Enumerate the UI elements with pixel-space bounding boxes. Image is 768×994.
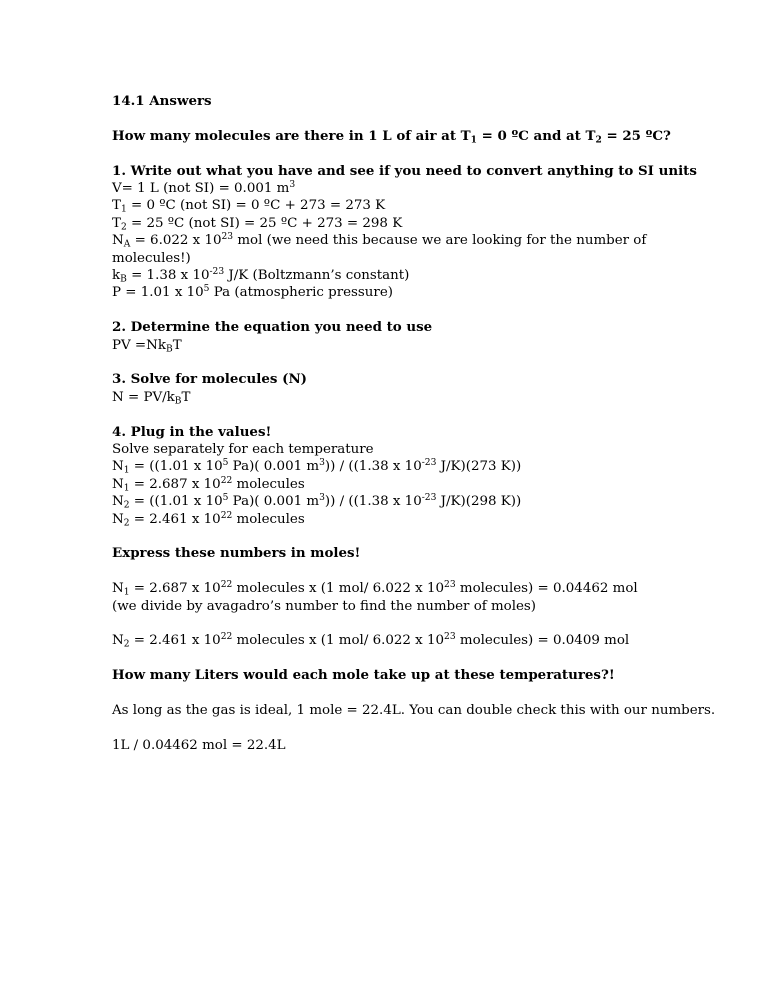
step3-heading: 3. Solve for molecules (N)	[112, 371, 308, 388]
n2-result: $N_2 = 2.461$ x $10^{22}$ molecules	[112, 510, 305, 528]
spacer	[112, 406, 728, 423]
liters-calculation: 1L / 0.04462 mol = 22.4L	[112, 737, 286, 753]
liters-heading: How many Liters would each mole take up at these temperatures?!	[112, 667, 615, 684]
solve-n-equation: $N = PV/k_BT$	[112, 389, 191, 407]
step1-heading: 1. Write out what you have and see if you need to convert anything to SI units	[112, 162, 697, 179]
n2-moles-line: $N_2 = 2.461$ x $10^{22}$ molecules x (1 mol/ 6.022 x $10^{23}$ molecules) = 0.0409 mol	[112, 632, 630, 650]
spacer	[112, 685, 728, 702]
n1-moles-line: $N_1 = 2.687$ x $10^{22}$ molecules x (1 mol/ 6.022 x $10^{23}$ molecules) = 0.04462 mol	[112, 580, 638, 598]
avogadro-line: $N_A = 6.022$ x $10^{23}$ mol (we need this because we are looking for the number of molecules!)	[112, 232, 647, 266]
ideal-gas-equation: PV $=Nk_BT$	[112, 337, 182, 354]
moles-heading: Express these numbers in moles!	[112, 545, 361, 562]
pressure-line: P = 1.01 x $10^5$ Pa (atmospheric pressure)	[112, 284, 393, 301]
ideal-gas-paragraph: As long as the gas is ideal, 1 mole = 22.4L. You can double check this with our numbers.	[112, 703, 716, 719]
spacer	[112, 563, 728, 580]
spacer	[112, 719, 728, 736]
boltzmann-line: $k_B = 1.38$ x $10^{-23}$ J/K (Boltzmann’s constant)	[112, 267, 410, 285]
t2-line: $T_2 = 25$ ºC (not SI) = 25 ºC + 273 = 298 K	[112, 215, 403, 233]
n1-calculation: $N_1 = ((1.01$ x $10^5$ Pa)( 0.001 $m^3)) / ((1.38$ x $10^{-23}$ J/K)(273 K))	[112, 458, 522, 476]
doc-title: 14.1 Answers	[112, 93, 212, 109]
spacer	[112, 615, 728, 632]
main-question: How many molecules are there in 1 L of air at $T_1 = 0$ ºC and at $T_2 = 25$ ºC?	[112, 127, 671, 146]
spacer	[112, 145, 728, 162]
spacer	[112, 528, 728, 545]
spacer	[112, 650, 728, 667]
volume-line: V= 1 L (not SI) = 0.001 $m^3$	[112, 180, 296, 196]
n1-result: $N_1 = 2.687$ x $10^{22}$ molecules	[112, 475, 305, 494]
step4-heading: 4. Plug in the values!	[112, 423, 272, 440]
step2-heading: 2. Determine the equation you need to use	[112, 319, 433, 336]
spacer	[112, 110, 728, 127]
spacer	[112, 302, 728, 319]
spacer	[112, 354, 728, 371]
t1-line: $T_1 = 0$ ºC (not SI) = 0 ºC + 273 = 273 K	[112, 198, 386, 215]
n2-calculation: $N_2 = ((1.01$ x $10^5$ Pa)( 0.001 $m^3)) / ((1.38$ x $10^{-23}$ J/K)(298 K))	[112, 493, 522, 511]
avogadro-note: (we divide by avagadro’s number to find the number of moles)	[112, 598, 537, 614]
step4-intro: Solve separately for each temperature	[112, 442, 374, 458]
